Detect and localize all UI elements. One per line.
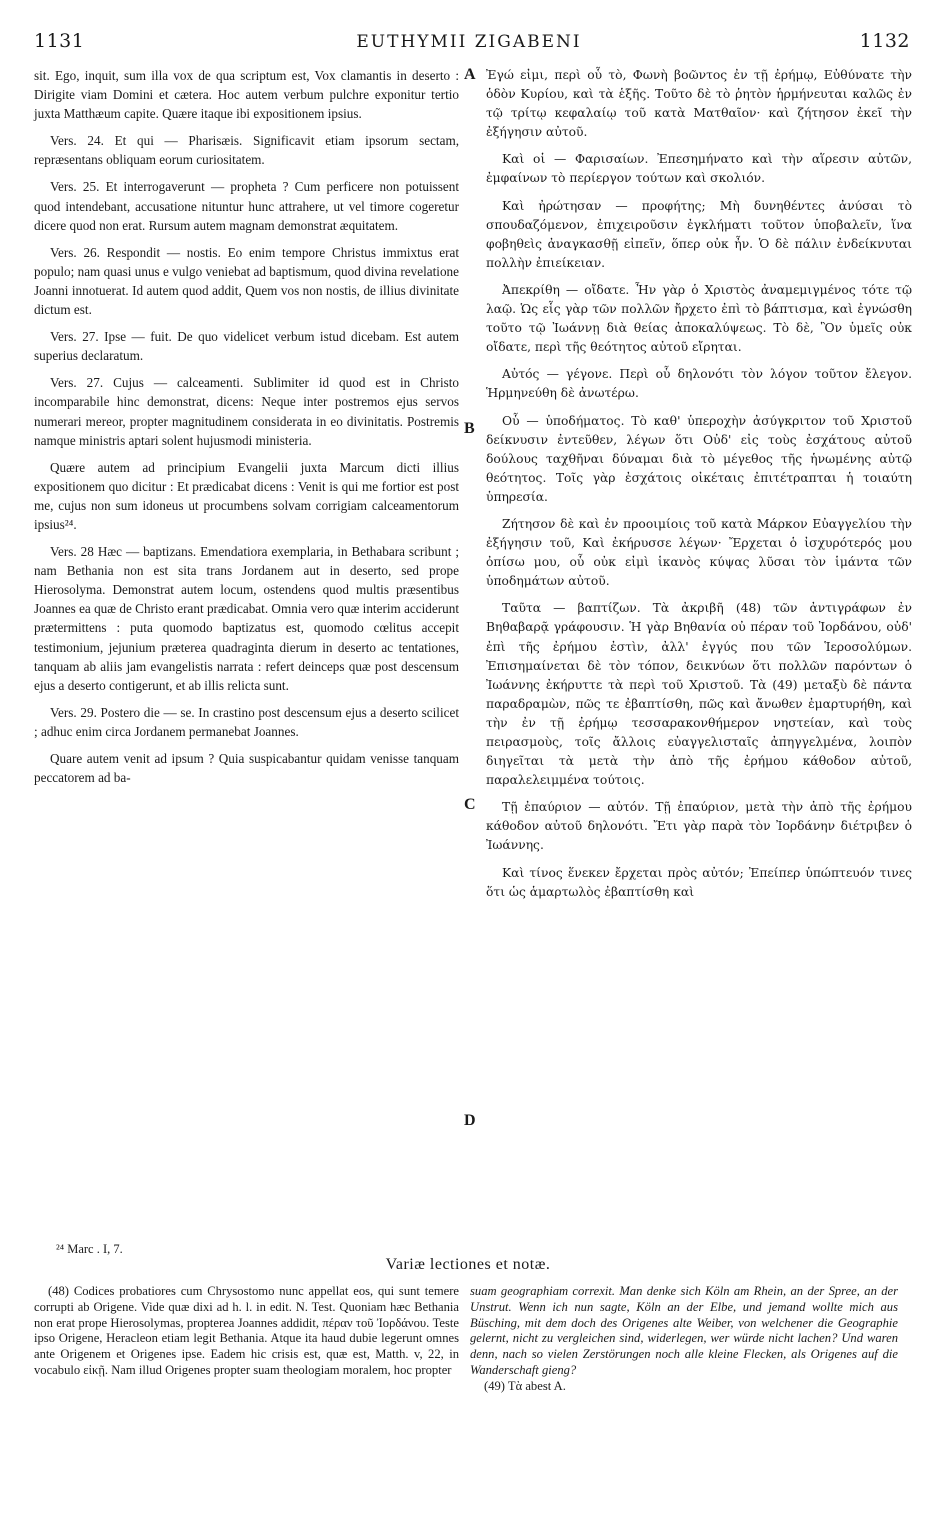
latin-column <box>34 66 459 795</box>
greek-para: Καὶ ἠρώτησαν — προφήτης; Μὴ δυνηθέντες ἀνύσαι τὸ σπουδαζόμενον, ἐπιχειροῦσιν ἐγκλήματι τοῦτον ὑποβαλεῖν, ἵνα φοβηθεὶς ἀναγκασθῇ εἰπεῖν, ὅπερ οὐκ ἦν. Ὁ δὲ πάλιν ἐνδείκνυται πολλὴν ἐπιείκειαν. <box>486 198 912 270</box>
greek-para: Τῇ ἐπαύριον — αὐτόν. Τῇ ἐπαύριον, μετὰ τὴν ἀπὸ τῆς ἐρήμου κάθοδον αὐτοῦ δηλονότι. Ἔτι γὰρ παρὰ τὸν Ἰορδάνην διέτριβεν ὁ Ἰωάννης. <box>486 800 912 853</box>
latin-para: Quare autem venit ad ipsum ? Quia suspicabantur quidam venisse tanquam peccatorem ad ba- <box>34 751 459 786</box>
section-marker-a: A <box>464 66 476 83</box>
notes-right-column <box>470 1284 898 1395</box>
page-title: EUTHYMII ZIGABENI <box>356 32 582 52</box>
running-header <box>28 30 910 58</box>
note-49: (49) Τὰ abest A. <box>484 1378 566 1393</box>
notes-left-column <box>34 1284 459 1379</box>
latin-para: Vers. 27. Ipse — fuit. De quo videlicet verbum istud dicebam. Est autem superius declaratum. <box>34 329 459 364</box>
greek-para: Ζήτησον δὲ καὶ ἐν προοιμίοις τοῦ κατὰ Μάρκον Εὐαγγελίου τὴν ἐξήγησιν τοῦ, Καὶ ἐκήρυσσε λέγων· Ἔρχεται ὁ ἰσχυρότερός μου ὀπίσω μου, οὗ οὐκ εἰμὶ ἱκανὸς κύψας λῦσαι τὸν ἱμάντα τῶν ὑποδημάτων αὐτοῦ. <box>486 516 912 589</box>
greek-para: Αὐτός — γέγονε. Περὶ οὗ δηλονότι τὸν λόγον τοῦτον ἔλεγον. Ἡρμηνεύθη δὲ ἀνωτέρω. <box>486 367 912 401</box>
latin-para: sit. Ego, inquit, sum illa vox de qua scriptum est, Vox clamantis in deserto : Dirigite viam Domini et cætera. Hoc autem verbum pulchre exponitur tertio juxta Matthæum capite. Quære itaque ibi expositionem ipsius. <box>34 68 459 122</box>
note-48-continued: suam geographiam correxit. Man denke sich Köln am Rhein, an der Spree, an der Unstrut. Wenn ich nun sagte, Köln an der Elbe, und jemand wollte mich aus Büsching, mit dem doch des Origenes alte Weiber, von welchener die Geographie gelernt, nicht zu vergleichen sind, widerlegen, wer würde nicht lachen? Und waren denn, nach so vielen Zerstörungen noch alle kleine Flecken, als Origenes auf die Wanderschaft gieng? <box>470 1284 898 1377</box>
greek-column <box>486 66 912 910</box>
note-48: (48) Codices probatiores cum Chrysostomo nunc appellat eos, qui sunt temere corrupti ab Origene. Vide quæ dixi ad h. l. in edit. N. Test. Quoniam hæc Bethania non erat prope Hierosolymas, propterea Joannes addidit, πέραν τοῦ Ἰορδάνου. Teste ipso Origene, Heracleon etiam legit Bethania. Atque ita haud dubie legerunt omnes ante Origenem et Origenes ipse. Eadem hic crisis est, quæ est, Matth. v, 22, in vocabulo εἰκῇ. Nam illud Origenes propter suam theologiam moralem, hoc propter <box>34 1284 459 1377</box>
latin-para: Vers. 24. Et qui — Pharisæis. Significavit etiam ipsorum sectam, repræsentans obliquam eorum curiositatem. <box>34 133 459 168</box>
section-marker-b: B <box>464 420 475 437</box>
notes-title: Variæ lectiones et notæ. <box>385 1256 551 1273</box>
section-marker-c: C <box>464 796 476 813</box>
greek-para: Οὗ — ὑποδήματος. Τὸ καθ' ὑπεροχὴν ἀσύγκριτον τοῦ Χριστοῦ δείκνυσιν ἐντεῦθεν, λέγων ὅτι Οὐδ' εἰς τοὺς ἐσχάτους αὐτοῦ δούλους ταχθῆναι δύναμαι διὰ τὸ μέγεθος τῆς ἡνωμένης αὐτῷ θεότητος. Τοῖς γὰρ ἐσχάτοις οἰκέταις ἐπιτέτραπται ἡ τοιαύτη ὑπηρεσία. <box>486 413 912 504</box>
latin-para: Vers. 26. Respondit — nostis. Eo enim tempore Christus immixtus erat populo; nam quasi unus e vulgo veniebat ad baptismum, quod divina revelatione Joanni innotuerat. Id autem quod addit, Quem vos non nostis, de illius divinitate dictum est. <box>34 244 459 318</box>
greek-para: Ταῦτα — βαπτίζων. Τὰ ἀκριβῆ (48) τῶν ἀντιγράφων ἐν Βηθαβαρᾷ γράφουσιν. Ἡ γὰρ Βηθανία οὐ πέραν τοῦ Ἰορδάνου, οὐδ' ἐπὶ τῆς ἐρήμου ἐστὶν, ἀλλ' ἐγγύς που τῶν Ἱεροσολύμων. Ἐπισημαίνεται δὲ τὸν τόπον, δεικνύων ὅτι πολλῶν παρόντων ὁ Ἰωάννης ἐκήρυττε τὰ περὶ τοῦ Χριστοῦ. Τὰ (49) μεταξὺ δὲ πάντα παραδραμὼν, πῶς τε ἐβαπτίσθη, πῶς καὶ ἄνωθεν ἐμαρτυρήθη, καὶ τὴν ἐν τῇ ἐρήμῳ τεσσαρακονθήμερον νηστείαν, καὶ τοὺς πειρασμοὺς, τοῖς ἄλλοις εὐαγγελισταῖς ἀπηγγελμένα, λοιπὸν διηγεῖται τὰ μετὰ τὴν ἀπὸ τῆς ἐρήμου κάθοδον αὐτοῦ, παραλελειμμένα τούτοις. <box>486 601 912 788</box>
footnote: ²⁴ Marc . I, 7. <box>56 1242 123 1256</box>
latin-para: Vers. 29. Postero die — se. In crastino post descensum ejus a deserto scilicet ; adhuc enim circa Jordanem permanebat Joannes. <box>34 704 459 739</box>
greek-para: Ἐγώ εἰμι, περὶ οὗ τὸ, Φωνὴ βοῶντος ἐν τῇ ἐρήμῳ, Εὐθύνατε τὴν ὁδὸν Κυρίου, καὶ τὰ ἑξῆς. Τοῦτο δὲ τὸ ῥητὸν ἡρμήνευται καλῶς ἐν τῷ τρίτῳ κεφαλαίῳ τοῦ κατὰ Ματθαῖον· καὶ ζήτησον ἐκεῖ τὴν ἐξήγησιν αὐτοῦ. <box>486 68 912 140</box>
latin-para: Vers. 28 Hæc — baptizans. Emendatiora exemplaria, in Bethabara scribunt ; nam Bethania non est sita trans Jordanem aut in deserto, sed prope Hierosolyma. Demonstrat autem locum, ostendens quod multis præsentibus Joannes ea quæ de Christo erant prædicabat. Omnia vero quæ interim acciderunt prætermittens : puta quomodo baptizatus est, quomodo cœlitus accepit testimonium, jejunium præterea quadraginta dierum in deserto ac tentationes, tanquam ab aliis jam evangelistis narrata : refert deinceps quæ post descensum ejus a deserto contigerunt, et ab illis relicta sunt. <box>34 544 459 693</box>
section-marker-d: D <box>464 1112 476 1129</box>
latin-para: Quære autem ad principium Evangelii juxta Marcum dicti illius expositionem quo dicitur : Et prædicabat dicens : Venit is qui me fortior est post me, cujus non sum idoneus ut procumbens solvam corrigiam calceamentorum ipsius²⁴. <box>34 459 459 532</box>
greek-para: Καὶ οἱ — Φαρισαίων. Ἐπεσημήνατο καὶ τὴν αἵρεσιν αὐτῶν, ἐμφαίνων τὸ περίεργον τούτων καὶ σκολιόν. <box>486 152 912 186</box>
column-number-right: 1132 <box>859 30 910 52</box>
column-number-left: 1131 <box>34 30 85 52</box>
latin-para: Vers. 25. Et interrogaverunt — propheta ? Cum perficere non potuissent quod intendebant, accusatione nituntur hunc attrahere, ut vel timore cogeretur dicere quod non erat. Rursum autem magnam demonstrat æquitatem. <box>34 179 459 233</box>
latin-para: Vers. 27. Cujus — calceamenti. Sublimiter id quod est in Christo incomparabile hinc demonstrat, dicens: Neque inter postremos ejus servos numerari mereor, propter magnitudinem considerata in eo divinitatis. Postremis namque ministris aptari solent hujusmodi ministeria. <box>34 375 459 448</box>
greek-para: Ἀπεκρίθη — οἴδατε. Ἦν γὰρ ὁ Χριστὸς ἀναμεμιγμένος τότε τῷ λαῷ. Ὡς εἷς γὰρ τῶν πολλῶν ἤρχετο ἐπὶ τὸ βάπτισμα, καὶ ἐγνώσθη τοῦτο τῷ Ἰωάννῃ διὰ θείας ἀποκαλύψεως. Τὸ δὲ, Ὃν ὑμεῖς οὐκ οἴδατε, περὶ τῆς θεότητος αὐτοῦ εἴρηται. <box>486 282 912 355</box>
greek-para: Καὶ τίνος ἕνεκεν ἔρχεται πρὸς αὐτόν; Ἐπείπερ ὑπώπτευόν τινες ὅτι ὡς ἁμαρτωλὸς ἐβαπτίσθη καὶ <box>486 865 912 899</box>
